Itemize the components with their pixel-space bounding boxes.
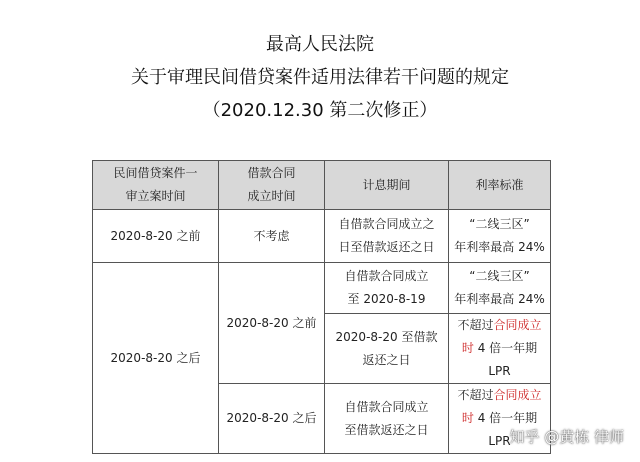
header-rate-standard: 利率标准: [449, 161, 551, 210]
cell-period: 2020-8-20 至借款 返还之日: [325, 314, 449, 384]
cell-filing-after: 2020-8-20 之后: [93, 263, 219, 454]
cell-period: 自借款合同成立 至 2020-8-19: [325, 263, 449, 314]
table-row: [93, 210, 551, 263]
cell-rate: “二线三区” 年利率最高 24%: [449, 210, 551, 263]
cell-contract-before: 2020-8-20 之前: [219, 263, 325, 384]
table-header-row: [93, 161, 551, 210]
interest-rate-table: [92, 160, 551, 454]
page-title: 最高人民法院: [266, 34, 374, 55]
cell-rate: 不超过合同成立 时 4 倍一年期 LPR: [449, 314, 551, 384]
watermark: 知乎 @黄栋 律师: [509, 428, 624, 446]
cell-contract-ignored: 不考虑: [219, 210, 325, 263]
page-subtitle: 关于审理民间借贷案件适用法律若干问题的规定: [131, 67, 509, 88]
cell-period: 自借款合同成立 至借款返还之日: [325, 384, 449, 454]
header-interest-period: 计息期间: [325, 161, 449, 210]
cell-contract-after: 2020-8-20 之后: [219, 384, 325, 454]
header-filing-time: 民间借贷案件一 审立案时间: [93, 161, 219, 210]
cell-filing-before: 2020-8-20 之前: [93, 210, 219, 263]
cell-rate: 不超过合同成立 时 4 倍一年期 LPR: [449, 384, 551, 454]
header-contract-time: 借款合同 成立时间: [219, 161, 325, 210]
revision-note: （2020.12.30 第二次修正）: [202, 100, 438, 121]
cell-period: 自借款合同成立之 日至借款返还之日: [325, 210, 449, 263]
cell-rate: “二线三区” 年利率最高 24%: [449, 263, 551, 314]
table-row: [93, 263, 551, 314]
